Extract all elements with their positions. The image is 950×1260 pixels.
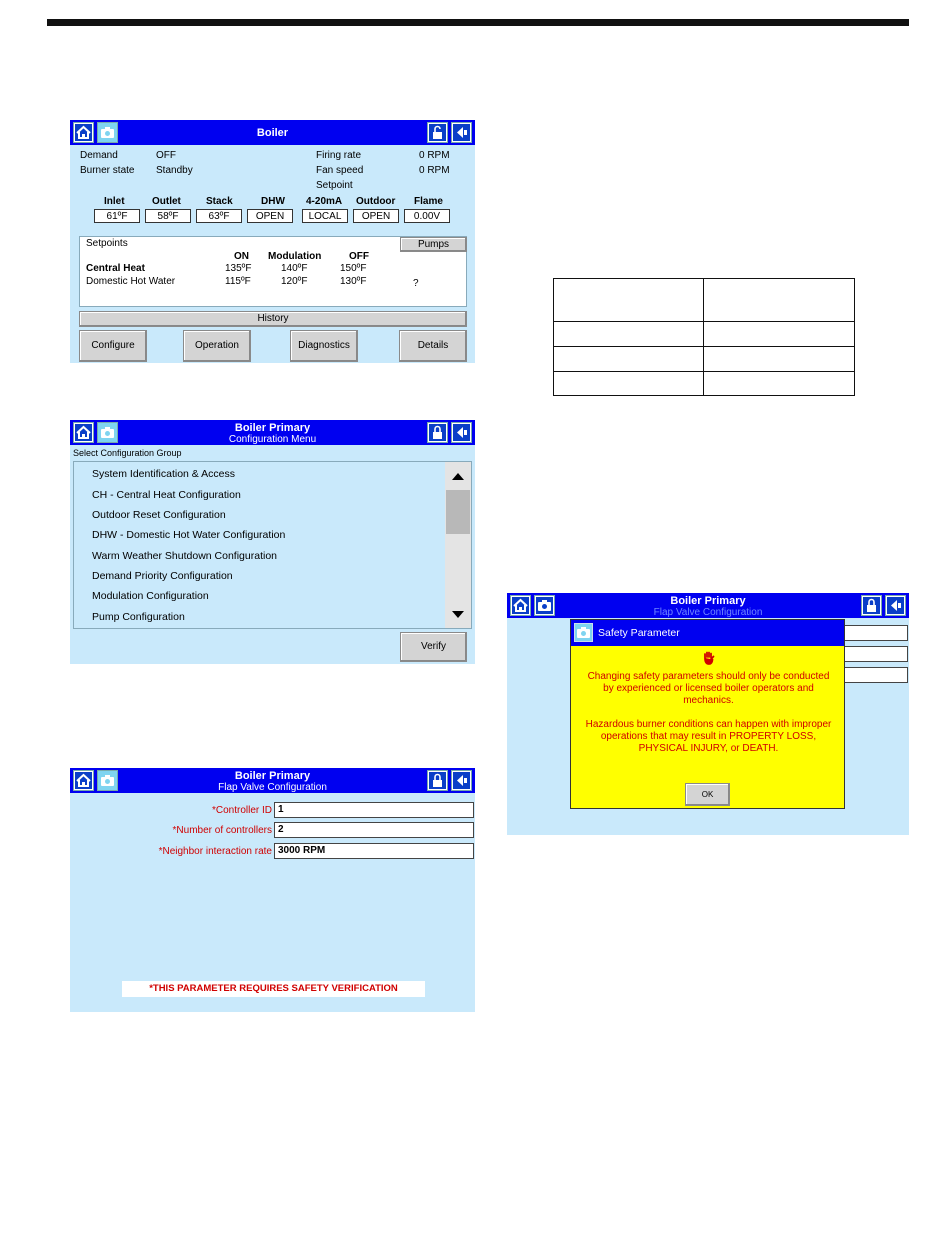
setpoint-mod: 120ºF xyxy=(281,276,308,287)
firing-rate-value: 0 RPM xyxy=(419,150,450,161)
table-cell xyxy=(704,372,855,396)
number-of-controllers-field[interactable]: 2 xyxy=(274,822,474,838)
screen-subtitle: Flap Valve Configuration xyxy=(653,607,763,618)
lock-button[interactable] xyxy=(427,770,448,791)
setpoint-on: 135ºF xyxy=(225,263,252,274)
list-item[interactable]: System Identification & Access xyxy=(92,468,235,480)
table-cell xyxy=(554,372,704,396)
table-cell xyxy=(704,279,855,322)
pumps-tab[interactable]: Pumps xyxy=(400,237,467,252)
list-item[interactable]: Demand Priority Configuration xyxy=(92,570,233,582)
sensor-value: 63ºF xyxy=(196,209,242,223)
lock-icon xyxy=(429,772,446,789)
lock-button[interactable] xyxy=(427,422,448,443)
background-field xyxy=(844,646,908,662)
back-arrow-icon xyxy=(453,424,470,441)
background-field xyxy=(844,625,908,641)
title-bar xyxy=(70,420,475,445)
unlock-button[interactable] xyxy=(427,122,448,143)
operation-button[interactable]: Operation xyxy=(183,330,251,362)
table-cell xyxy=(554,347,704,372)
setpoint-extra: ? xyxy=(413,278,419,289)
setpoint-label: Setpoint xyxy=(316,180,353,191)
setpoint-off: 130ºF xyxy=(340,276,367,287)
list-item[interactable]: CH - Central Heat Configuration xyxy=(92,489,241,501)
back-arrow-icon xyxy=(453,124,470,141)
blank-table xyxy=(553,278,855,396)
back-arrow-icon xyxy=(453,772,470,789)
dialog-message-1: Changing safety parameters should only be conducted by experienced or licensed boiler operators and mechanics. xyxy=(587,671,830,706)
list-item[interactable]: Pump Configuration xyxy=(92,611,185,623)
screen-title: Boiler Primary xyxy=(234,770,311,782)
safety-parameter-dialog xyxy=(570,619,845,809)
screen-subtitle: Flap Valve Configuration xyxy=(218,782,327,793)
diagnostics-button[interactable]: Diagnostics xyxy=(290,330,358,362)
sensor-value: LOCAL xyxy=(302,209,348,223)
table-cell xyxy=(704,347,855,372)
burner-state-value: Standby xyxy=(156,165,193,176)
back-button[interactable] xyxy=(451,422,472,443)
sensor-label: Outdoor xyxy=(356,196,396,207)
select-group-label: Select Configuration Group xyxy=(73,448,182,458)
details-button[interactable]: Details xyxy=(399,330,467,362)
page-header-rule xyxy=(47,19,909,26)
camera-icon xyxy=(575,624,592,641)
controller-id-field[interactable]: 1 xyxy=(274,802,474,818)
setpoint-on: 115ºF xyxy=(225,276,251,287)
screen-title: Boiler Primary xyxy=(234,422,311,434)
sensor-value: 0.00V xyxy=(404,209,450,223)
setpoint-off: 150ºF xyxy=(340,263,367,274)
scroll-up-icon xyxy=(445,464,471,488)
back-button[interactable] xyxy=(885,595,906,616)
table-row xyxy=(554,372,855,396)
table-cell xyxy=(554,322,704,347)
sensor-label: Flame xyxy=(414,196,443,207)
table-row xyxy=(554,322,855,347)
dialog-title-bar xyxy=(571,620,844,646)
table-row xyxy=(554,279,855,322)
list-item[interactable]: Modulation Configuration xyxy=(92,590,209,602)
safety-parameter-screen xyxy=(507,593,909,835)
table-cell xyxy=(554,279,704,322)
scroll-down-button[interactable] xyxy=(445,602,471,626)
configuration-menu-screen xyxy=(70,420,475,664)
dialog-title: Safety Parameter xyxy=(598,627,680,639)
lock-button[interactable] xyxy=(861,595,882,616)
flap-valve-config-screen xyxy=(70,768,475,1012)
sensor-label: 4-20mA xyxy=(306,196,343,207)
setpoints-heading: Setpoints xyxy=(86,238,128,249)
fan-speed-label: Fan speed xyxy=(316,165,364,176)
back-button[interactable] xyxy=(451,122,472,143)
setpoint-row-name: Domestic Hot Water xyxy=(86,276,176,287)
back-arrow-icon xyxy=(887,597,904,614)
screen-title: Boiler Primary xyxy=(670,595,746,607)
list-item[interactable]: Outdoor Reset Configuration xyxy=(92,509,226,521)
table-cell xyxy=(704,322,855,347)
firing-rate-label: Firing rate xyxy=(316,150,362,161)
screen-title: Boiler xyxy=(256,127,289,139)
col-modulation: Modulation xyxy=(268,251,322,262)
sensor-label: Stack xyxy=(206,196,233,207)
demand-value: OFF xyxy=(156,150,176,161)
setpoints-panel xyxy=(79,236,467,307)
fan-speed-value: 0 RPM xyxy=(419,165,450,176)
lock-icon xyxy=(429,424,446,441)
screen-subtitle: Configuration Menu xyxy=(228,434,317,445)
table-row xyxy=(554,347,855,372)
background-field xyxy=(844,667,908,683)
scroll-down-icon xyxy=(445,602,471,626)
col-on: ON xyxy=(234,251,249,262)
dialog-message-2: Hazardous burner conditions can happen with improper operations that may result in PROPERTY LOSS, PHYSICAL INJURY, or DEATH. xyxy=(585,719,832,754)
burner-state-label: Burner state xyxy=(80,165,135,176)
sensor-value: 61ºF xyxy=(94,209,140,223)
neighbor-interaction-rate-field[interactable]: 3000 RPM xyxy=(274,843,474,859)
neighbor-interaction-rate-label: *Neighbor interaction rate xyxy=(158,846,272,857)
title-bar xyxy=(507,593,909,618)
scroll-up-button[interactable] xyxy=(445,464,471,488)
verify-button[interactable]: Verify xyxy=(400,632,467,662)
ok-button[interactable]: OK xyxy=(685,783,730,806)
lock-icon xyxy=(863,597,880,614)
back-button[interactable] xyxy=(451,770,472,791)
demand-label: Demand xyxy=(80,150,118,161)
list-item[interactable]: DHW - Domestic Hot Water Configuration xyxy=(92,529,286,541)
title-bar xyxy=(70,768,475,793)
title-bar xyxy=(70,120,475,145)
sensor-label: Inlet xyxy=(104,196,125,207)
sensor-value: OPEN xyxy=(247,209,293,223)
col-off: OFF xyxy=(349,251,369,262)
history-button[interactable]: History xyxy=(79,311,467,327)
config-group-list xyxy=(73,461,472,629)
scrollbar[interactable] xyxy=(445,462,471,628)
boiler-status-screen xyxy=(70,120,475,363)
sensor-value: OPEN xyxy=(353,209,399,223)
number-of-controllers-label: *Number of controllers xyxy=(172,825,272,836)
sensor-value: 58ºF xyxy=(145,209,191,223)
safety-verification-notice: *THIS PARAMETER REQUIRES SAFETY VERIFICATION xyxy=(122,981,425,997)
lock-icon xyxy=(429,124,446,141)
list-item[interactable]: Warm Weather Shutdown Configuration xyxy=(92,550,278,562)
setpoint-mod: 140ºF xyxy=(281,263,308,274)
sensor-label: Outlet xyxy=(152,196,181,207)
scroll-thumb[interactable] xyxy=(446,490,470,534)
controller-id-label: *Controller ID xyxy=(211,805,272,816)
dialog-icon xyxy=(574,623,593,642)
setpoint-row-name: Central Heat xyxy=(86,263,145,274)
configure-button[interactable]: Configure xyxy=(79,330,147,362)
hand-warning-icon xyxy=(702,651,715,665)
sensor-label: DHW xyxy=(261,196,285,207)
